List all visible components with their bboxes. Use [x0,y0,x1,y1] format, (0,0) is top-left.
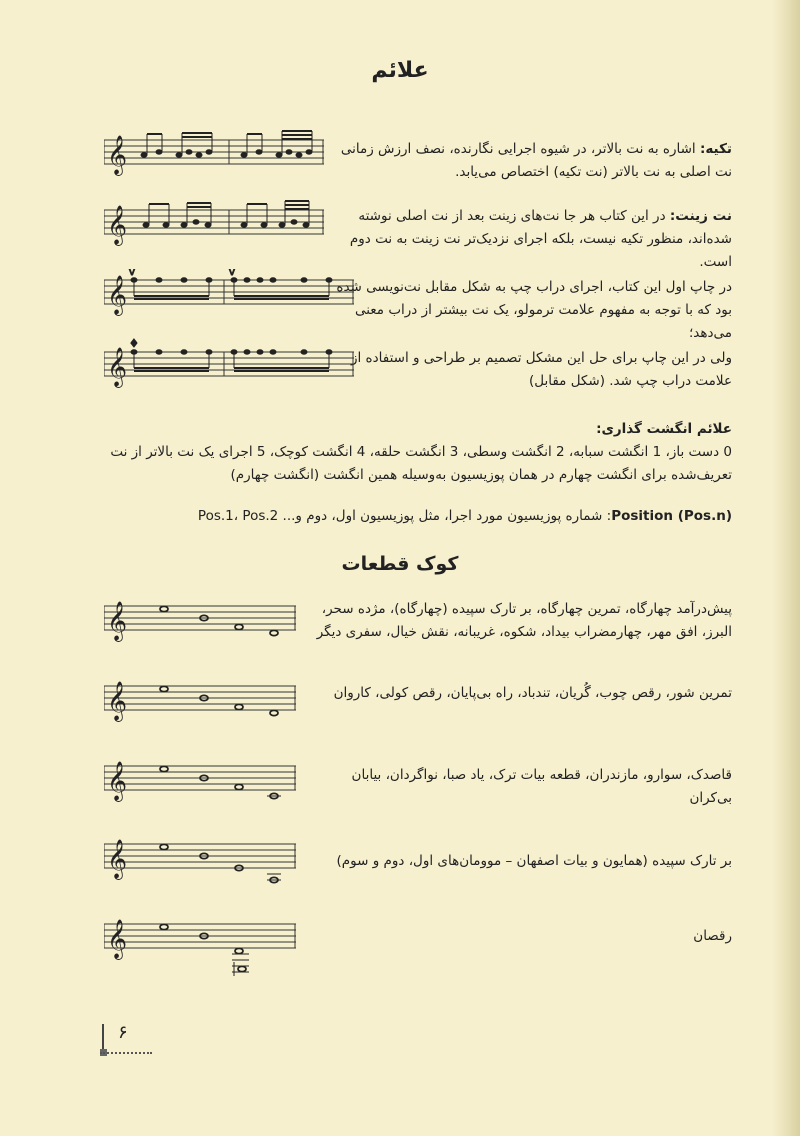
tuning-staff-4 [104,834,296,890]
ornament-paragraph-2 [322,205,732,274]
ornament-staff-2 [104,198,324,248]
ornament-term-1: تکیه: [699,141,732,157]
position-term: Position (Pos.n) [611,508,732,524]
tuning-text-4: بر تارک سپیده (همایون و بیات اصفهان – موومان‌های اول، دوم و سوم) [336,853,732,869]
svg-text:v: v [129,267,135,278]
page-number: ۶ [118,1022,128,1043]
treble-clef-icon: 𝄞 [107,919,128,959]
tuning-staff-5 [104,914,296,980]
ornament-paragraph-3 [322,276,732,345]
fingering-section [92,418,732,487]
tuning-staff-2 [104,676,296,726]
page-dots [100,1052,152,1054]
page-title: علائم [371,58,429,83]
treble-clef-icon: 𝄞 [107,601,128,641]
svg-text:♦: ♦ [129,338,139,350]
treble-clef-icon: 𝄞 [107,761,128,801]
ornament-paragraph-1 [322,138,732,184]
position-line [92,505,732,528]
tuning-staff-1 [104,596,296,646]
ornament-term-2: نت زینت: [669,208,732,224]
ornament-staff-1 [104,128,324,178]
tuning-title: کوک قطعات [341,553,459,575]
svg-text:v: v [229,267,235,278]
ornament-text-1: اشاره به نت بالاتر، در شیوه اجرایی نگارنده، نصف ارزش زمانی نت اصلی به نت بالاتر (نت تکیه) اختصاص می‌یابد. [340,141,732,180]
tuning-text-1: پیش‌درآمد چهارگاه، تمرین چهارگاه، بر تارک سپیده (چهارگاه)، مژده سحر، البرز، افق مهر، چهارمضراب بیداد، شکوه، غریبانه، نقش خیال، سفری دیگر [316,601,732,640]
treble-clef-icon: 𝄞 [107,205,128,245]
treble-clef-icon: 𝄞 [107,275,128,315]
ornament-text-4: ولی در این چاپ برای حل این مشکل تصمیم بر طراحی و استفاده از علامت دراب چپ شد. (شکل مقابل) [350,350,732,389]
ornament-staff-3 [104,266,354,316]
ornament-staff-4 [104,338,354,388]
treble-clef-icon: 𝄞 [107,347,128,387]
treble-clef-icon: 𝄞 [107,135,128,175]
tuning-text-2: تمرین شور، رقص چوب، گُریان، تندباد، راه بی‌پایان، رقص کولی، کاروان [333,685,732,701]
position-text: : شماره پوزیسیون مورد اجرا، مثل پوزیسیون اول، دوم و... Pos.1، Pos.2 [197,508,612,524]
ornament-text-3: در چاپ اول این کتاب، اجرای دراب چپ به شکل مقابل نت‌نویسی شده بود که با توجه به مفهوم علامت ترمولو، یک نت بیشتر از دراب معنی می‌دهد؛ [336,279,732,341]
tuning-text-5: رقصان [693,928,732,944]
tuning-text-3: قاصدک، سوارو، مازندران، قطعه بیات ترک، یاد صبا، نواگردان، بیابان بی‌کران [351,767,732,806]
tuning-staff-3 [104,756,296,806]
treble-clef-icon: 𝄞 [107,681,128,721]
fingering-text: 0 دست باز، 1 انگشت سبابه، 2 انگشت وسطی، 3 انگشت حلقه، 4 انگشت کوچک، 5 اجرای یک نت بالاتر از نت تعریف‌شده برای انگشت چهارم در همان پوزیسیون به‌وسیله همین انگشت (انگشت چهارم) [110,444,732,483]
treble-clef-icon: 𝄞 [107,839,128,879]
fingering-heading: علائم انگشت گذاری: [596,421,732,437]
ornament-paragraph-4 [322,347,732,393]
ornament-text-2: در این کتاب هر جا نت‌های زینت بعد از نت اصلی نوشته شده‌اند، منظور تکیه نیست، بلکه اجرای نزدیک‌تر نت زینت به نت دوم است. [349,208,732,270]
